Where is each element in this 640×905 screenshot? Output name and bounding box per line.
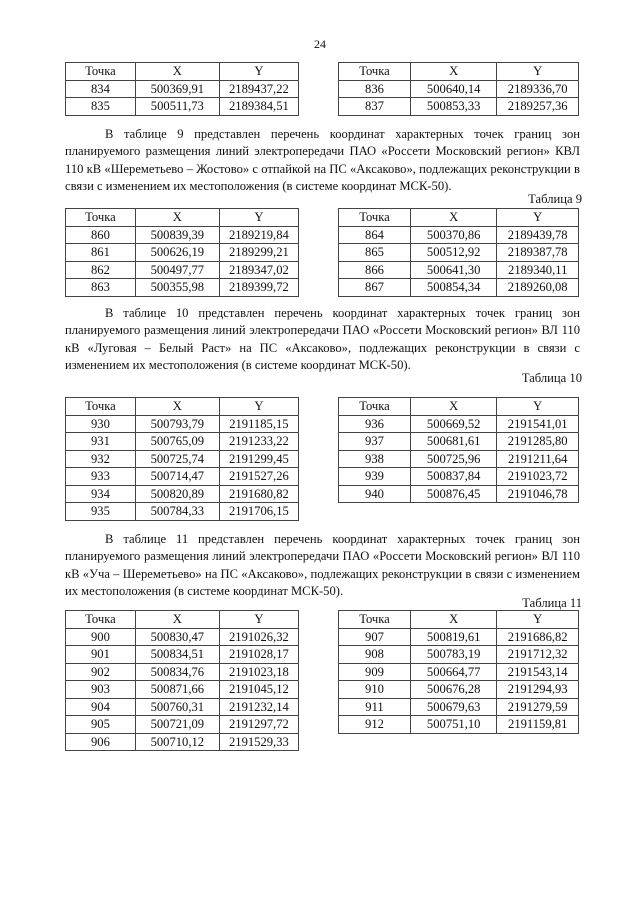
point-cell: 837 — [339, 98, 411, 116]
x-cell: 500497,77 — [135, 261, 219, 279]
x-cell: 500820,89 — [135, 485, 219, 503]
point-cell: 939 — [339, 468, 411, 486]
y-cell: 2191232,14 — [219, 698, 298, 716]
table-row — [339, 80, 579, 98]
y-cell: 2191686,82 — [497, 628, 579, 646]
x-cell: 500679,63 — [411, 698, 497, 716]
point-cell: 935 — [66, 503, 136, 521]
table-row — [339, 468, 579, 486]
header-cell: Y — [497, 209, 579, 227]
header-cell: Y — [219, 611, 298, 629]
point-cell: 902 — [66, 663, 136, 681]
caption-table-11: Таблица 11 — [522, 596, 582, 610]
table-row — [66, 485, 299, 503]
y-cell: 2189336,70 — [497, 80, 579, 98]
point-cell: 910 — [339, 681, 411, 699]
x-cell: 500681,61 — [411, 433, 497, 451]
header-cell: Точка — [66, 611, 136, 629]
y-cell: 2189387,78 — [497, 244, 579, 262]
table-row — [339, 663, 579, 681]
table-row — [66, 279, 299, 297]
header-cell: X — [411, 611, 497, 629]
x-cell: 500839,39 — [135, 226, 219, 244]
x-cell: 500355,98 — [135, 279, 219, 297]
point-cell: 937 — [339, 433, 411, 451]
header-cell: Y — [219, 398, 298, 416]
coord-table — [65, 397, 299, 521]
table-row — [66, 716, 299, 734]
table-row — [339, 279, 579, 297]
point-cell: 933 — [66, 468, 136, 486]
point-cell: 909 — [339, 663, 411, 681]
y-cell: 2189384,51 — [219, 98, 298, 116]
table-row — [339, 716, 579, 734]
table-row — [339, 244, 579, 262]
table-row — [339, 226, 579, 244]
x-cell: 500793,79 — [135, 415, 219, 433]
table-row — [66, 681, 299, 699]
y-cell: 2191279,59 — [497, 698, 579, 716]
table-row — [339, 698, 579, 716]
table-row — [339, 628, 579, 646]
point-cell: 863 — [66, 279, 136, 297]
caption-table-9: Таблица 9 — [528, 192, 582, 206]
y-cell: 2191023,18 — [219, 663, 298, 681]
table-header-row — [339, 63, 579, 81]
header-cell: Y — [219, 63, 298, 81]
header-cell: Точка — [339, 209, 411, 227]
header-cell: Y — [219, 209, 298, 227]
coord-table — [338, 62, 579, 116]
x-cell: 500871,66 — [135, 681, 219, 699]
x-cell: 500725,74 — [135, 450, 219, 468]
table-row — [66, 450, 299, 468]
y-cell: 2189219,84 — [219, 226, 298, 244]
header-cell: Y — [497, 611, 579, 629]
x-cell: 500876,45 — [411, 485, 497, 503]
y-cell: 2191706,15 — [219, 503, 298, 521]
table-row — [66, 663, 299, 681]
table-row — [66, 628, 299, 646]
header-cell: Точка — [66, 63, 136, 81]
point-cell: 905 — [66, 716, 136, 734]
y-cell: 2191045,12 — [219, 681, 298, 699]
table-row — [66, 433, 299, 451]
y-cell: 2191159,81 — [497, 716, 579, 734]
point-cell: 901 — [66, 646, 136, 664]
point-cell: 903 — [66, 681, 136, 699]
y-cell: 2191527,26 — [219, 468, 298, 486]
x-cell: 500511,73 — [135, 98, 219, 116]
y-cell: 2191028,17 — [219, 646, 298, 664]
header-cell: Точка — [66, 398, 136, 416]
y-cell: 2191185,15 — [219, 415, 298, 433]
point-cell: 861 — [66, 244, 136, 262]
header-cell: Точка — [339, 63, 411, 81]
y-cell: 2191285,80 — [497, 433, 579, 451]
table-row — [66, 244, 299, 262]
x-cell: 500664,77 — [411, 663, 497, 681]
table-header-row — [66, 398, 299, 416]
coord-table — [338, 397, 579, 503]
point-cell: 912 — [339, 716, 411, 734]
x-cell: 500725,96 — [411, 450, 497, 468]
table-row — [66, 503, 299, 521]
coord-table — [65, 62, 299, 116]
header-cell: X — [135, 209, 219, 227]
header-cell: Точка — [66, 209, 136, 227]
point-cell: 862 — [66, 261, 136, 279]
point-cell: 930 — [66, 415, 136, 433]
paragraph-table-10: В таблице 10 представлен перечень координат характерных точек границ зон планируемого размещения линий электропередачи ПАО «Россети Московский регион» ВЛ 110 кВ «Луговая – Белый Раст» на ПС «Аксаково», подлежащих реконструкции в связи с изменением их местоположения (в системе координат МСК-50). — [65, 306, 580, 373]
point-cell: 865 — [339, 244, 411, 262]
header-cell: X — [411, 209, 497, 227]
table-row — [339, 646, 579, 664]
y-cell: 2191529,33 — [219, 733, 298, 751]
table-row — [66, 468, 299, 486]
point-cell: 908 — [339, 646, 411, 664]
table-row — [66, 226, 299, 244]
table-row — [339, 450, 579, 468]
x-cell: 500830,47 — [135, 628, 219, 646]
x-cell: 500369,91 — [135, 80, 219, 98]
point-cell: 835 — [66, 98, 136, 116]
header-cell: X — [411, 63, 497, 81]
y-cell: 2189257,36 — [497, 98, 579, 116]
x-cell: 500783,19 — [411, 646, 497, 664]
point-cell: 836 — [339, 80, 411, 98]
table-row — [339, 415, 579, 433]
header-cell: Точка — [339, 398, 411, 416]
x-cell: 500641,30 — [411, 261, 497, 279]
table-header-row — [339, 209, 579, 227]
table-row — [66, 733, 299, 751]
point-cell: 911 — [339, 698, 411, 716]
y-cell: 2191023,72 — [497, 468, 579, 486]
point-cell: 931 — [66, 433, 136, 451]
x-cell: 500853,33 — [411, 98, 497, 116]
y-cell: 2191712,32 — [497, 646, 579, 664]
table-header-row — [66, 611, 299, 629]
y-cell: 2191680,82 — [219, 485, 298, 503]
y-cell: 2189340,11 — [497, 261, 579, 279]
table-row — [339, 261, 579, 279]
table-row — [66, 646, 299, 664]
point-cell: 866 — [339, 261, 411, 279]
y-cell: 2191233,22 — [219, 433, 298, 451]
x-cell: 500669,52 — [411, 415, 497, 433]
coord-table — [65, 610, 299, 751]
table-header-row — [66, 63, 299, 81]
table-row — [339, 433, 579, 451]
y-cell: 2191299,45 — [219, 450, 298, 468]
header-cell: Y — [497, 63, 579, 81]
x-cell: 500626,19 — [135, 244, 219, 262]
x-cell: 500760,31 — [135, 698, 219, 716]
x-cell: 500676,28 — [411, 681, 497, 699]
x-cell: 500834,51 — [135, 646, 219, 664]
header-cell: Точка — [339, 611, 411, 629]
table-row — [66, 261, 299, 279]
x-cell: 500640,14 — [411, 80, 497, 98]
x-cell: 500714,47 — [135, 468, 219, 486]
point-cell: 864 — [339, 226, 411, 244]
y-cell: 2189347,02 — [219, 261, 298, 279]
x-cell: 500512,92 — [411, 244, 497, 262]
y-cell: 2191294,93 — [497, 681, 579, 699]
y-cell: 2191026,32 — [219, 628, 298, 646]
caption-table-10: Таблица 10 — [521, 371, 582, 385]
table-row — [66, 98, 299, 116]
y-cell: 2189439,78 — [497, 226, 579, 244]
y-cell: 2191046,78 — [497, 485, 579, 503]
y-cell: 2191211,64 — [497, 450, 579, 468]
x-cell: 500721,09 — [135, 716, 219, 734]
point-cell: 904 — [66, 698, 136, 716]
y-cell: 2191297,72 — [219, 716, 298, 734]
point-cell: 934 — [66, 485, 136, 503]
point-cell: 907 — [339, 628, 411, 646]
y-cell: 2189437,22 — [219, 80, 298, 98]
header-cell: X — [135, 611, 219, 629]
point-cell: 938 — [339, 450, 411, 468]
y-cell: 2191541,01 — [497, 415, 579, 433]
header-cell: Y — [497, 398, 579, 416]
table-header-row — [339, 398, 579, 416]
x-cell: 500370,86 — [411, 226, 497, 244]
table-header-row — [339, 611, 579, 629]
point-cell: 932 — [66, 450, 136, 468]
table-row — [66, 698, 299, 716]
table-row — [66, 80, 299, 98]
x-cell: 500854,34 — [411, 279, 497, 297]
table-header-row — [66, 209, 299, 227]
x-cell: 500751,10 — [411, 716, 497, 734]
y-cell: 2189399,72 — [219, 279, 298, 297]
x-cell: 500837,84 — [411, 468, 497, 486]
coord-table — [65, 208, 299, 297]
paragraph-table-11: В таблице 11 представлен перечень координат характерных точек границ зон планируемого размещения линий электропередачи ПАО «Россети Московский регион» ВЛ 110 кВ «Уча – Шереметьево» на ПС «Аксаково», подлежащих реконструкции в связи с изменением их местоположения (в системе координат МСК-50). — [65, 532, 580, 599]
header-cell: X — [135, 63, 219, 81]
coord-table — [338, 610, 579, 734]
y-cell: 2189260,08 — [497, 279, 579, 297]
point-cell: 906 — [66, 733, 136, 751]
header-cell: X — [411, 398, 497, 416]
x-cell: 500834,76 — [135, 663, 219, 681]
table-row — [339, 681, 579, 699]
point-cell: 936 — [339, 415, 411, 433]
page-number: 24 — [314, 37, 326, 51]
table-row — [339, 98, 579, 116]
point-cell: 834 — [66, 80, 136, 98]
x-cell: 500765,09 — [135, 433, 219, 451]
x-cell: 500819,61 — [411, 628, 497, 646]
point-cell: 940 — [339, 485, 411, 503]
table-row — [66, 415, 299, 433]
x-cell: 500784,33 — [135, 503, 219, 521]
point-cell: 860 — [66, 226, 136, 244]
y-cell: 2189299,21 — [219, 244, 298, 262]
point-cell: 867 — [339, 279, 411, 297]
table-row — [339, 485, 579, 503]
y-cell: 2191543,14 — [497, 663, 579, 681]
header-cell: X — [135, 398, 219, 416]
coord-table — [338, 208, 579, 297]
paragraph-table-9: В таблице 9 представлен перечень координат характерных точек границ зон планируемого размещения линий электропередачи ПАО «Россети Московский регион» КВЛ 110 кВ «Шереметьево – Жостово» с отпайкой на ПС «Аксаково», подлежащих реконструкции в связи с изменением их местоположения (в системе координат МСК-50). — [65, 127, 580, 194]
point-cell: 900 — [66, 628, 136, 646]
x-cell: 500710,12 — [135, 733, 219, 751]
